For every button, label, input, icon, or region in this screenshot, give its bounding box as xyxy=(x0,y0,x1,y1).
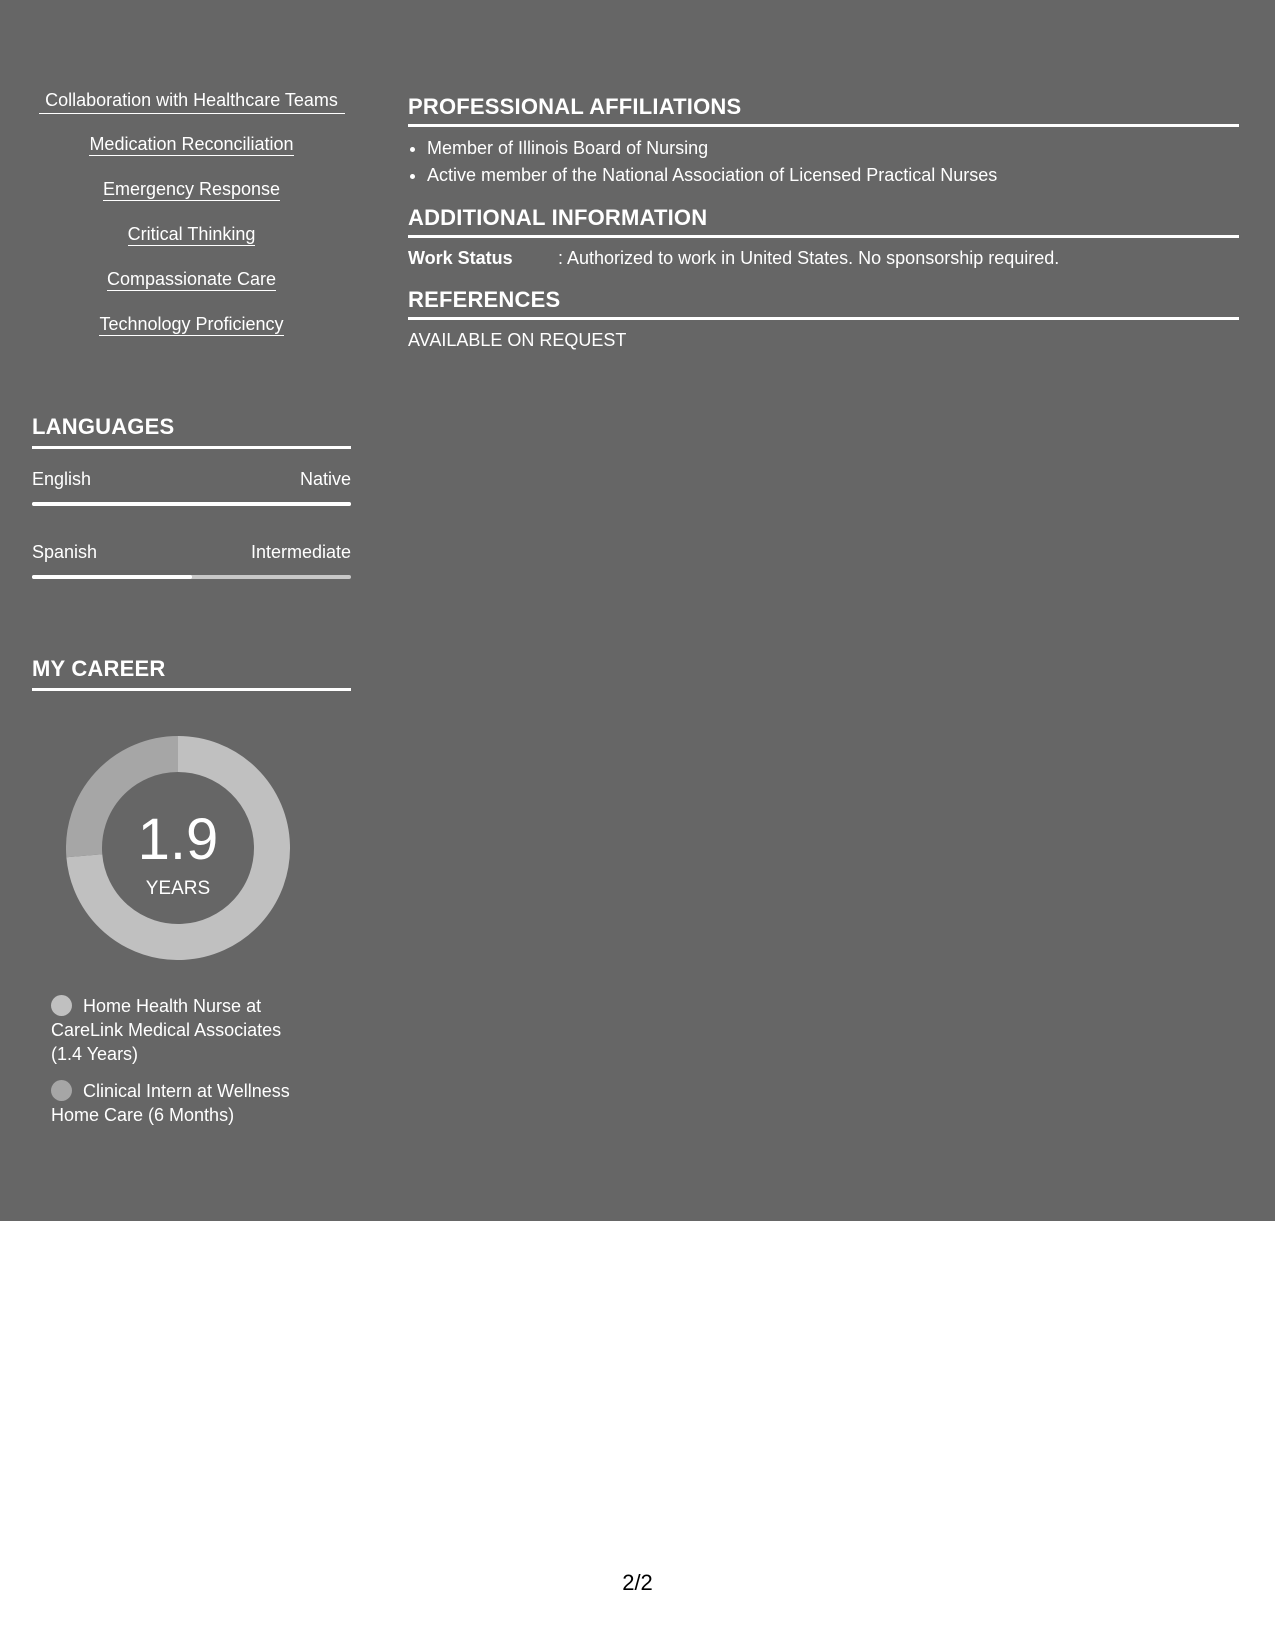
career-heading: MY CAREER xyxy=(32,656,351,691)
skill-label: Emergency Response xyxy=(102,179,281,199)
work-status-value: : Authorized to work in United States. No sponsorship required. xyxy=(558,248,1060,268)
references-text: AVAILABLE ON REQUEST xyxy=(408,330,627,350)
legend-dot-icon xyxy=(51,995,72,1016)
language-name: Spanish xyxy=(32,542,98,562)
legend-dot-icon xyxy=(51,1080,72,1101)
work-status-row xyxy=(408,246,1239,270)
languages-heading: LANGUAGES xyxy=(32,414,351,449)
language-name: English xyxy=(32,469,92,489)
skill-item xyxy=(32,177,351,201)
additional-info-section xyxy=(408,205,1239,270)
skill-label: Critical Thinking xyxy=(127,224,256,244)
language-proficiency-fill xyxy=(32,502,351,506)
language-row xyxy=(32,469,351,489)
language-row xyxy=(32,542,351,562)
skills-list xyxy=(32,88,351,336)
additional-info-heading: ADDITIONAL INFORMATION xyxy=(408,205,1239,238)
career-legend-label: Home Health Nurse at CareLink Medical Associates (1.4 Years) xyxy=(51,996,282,1064)
languages-section xyxy=(32,414,351,579)
skill-label: Technology Proficiency xyxy=(99,314,284,334)
work-status-label: Work Status xyxy=(408,248,513,268)
skill-item xyxy=(32,222,351,246)
career-total-unit: YEARS xyxy=(145,878,211,899)
career-legend-item xyxy=(51,1079,311,1127)
skill-item xyxy=(32,312,351,336)
references-heading: REFERENCES xyxy=(408,287,1239,320)
page-number: 2/2 xyxy=(622,1570,653,1595)
language-level: Native xyxy=(299,469,351,489)
career-legend-label: Clinical Intern at Wellness Home Care (6 Months) xyxy=(51,1081,290,1125)
career-donut-chart xyxy=(66,736,290,960)
skill-item xyxy=(32,267,351,291)
skill-label: Compassionate Care xyxy=(106,269,277,289)
skill-label: Medication Reconciliation xyxy=(89,134,294,154)
affiliations-list xyxy=(408,135,1239,189)
skill-label: Collaboration with Healthcare Teams xyxy=(45,90,338,110)
language-proficiency-bar xyxy=(32,502,351,506)
language-level: Intermediate xyxy=(250,542,351,562)
affiliation-item: • Member of Illinois Board of Nursing xyxy=(427,135,1239,162)
affiliations-section xyxy=(408,94,1239,189)
affiliations-heading: PROFESSIONAL AFFILIATIONS xyxy=(408,94,1239,127)
career-section xyxy=(32,656,351,1125)
career-legend-item xyxy=(51,994,311,1066)
skill-item xyxy=(32,132,351,156)
references-section xyxy=(408,287,1239,351)
career-total-years: 1.9 xyxy=(137,807,219,872)
career-legend xyxy=(51,994,311,1140)
language-proficiency-bar xyxy=(32,575,351,579)
language-proficiency-fill xyxy=(32,575,192,579)
affiliation-item: • Active member of the National Association of Licensed Practical Nurses xyxy=(427,162,1239,189)
skill-item xyxy=(39,88,345,114)
